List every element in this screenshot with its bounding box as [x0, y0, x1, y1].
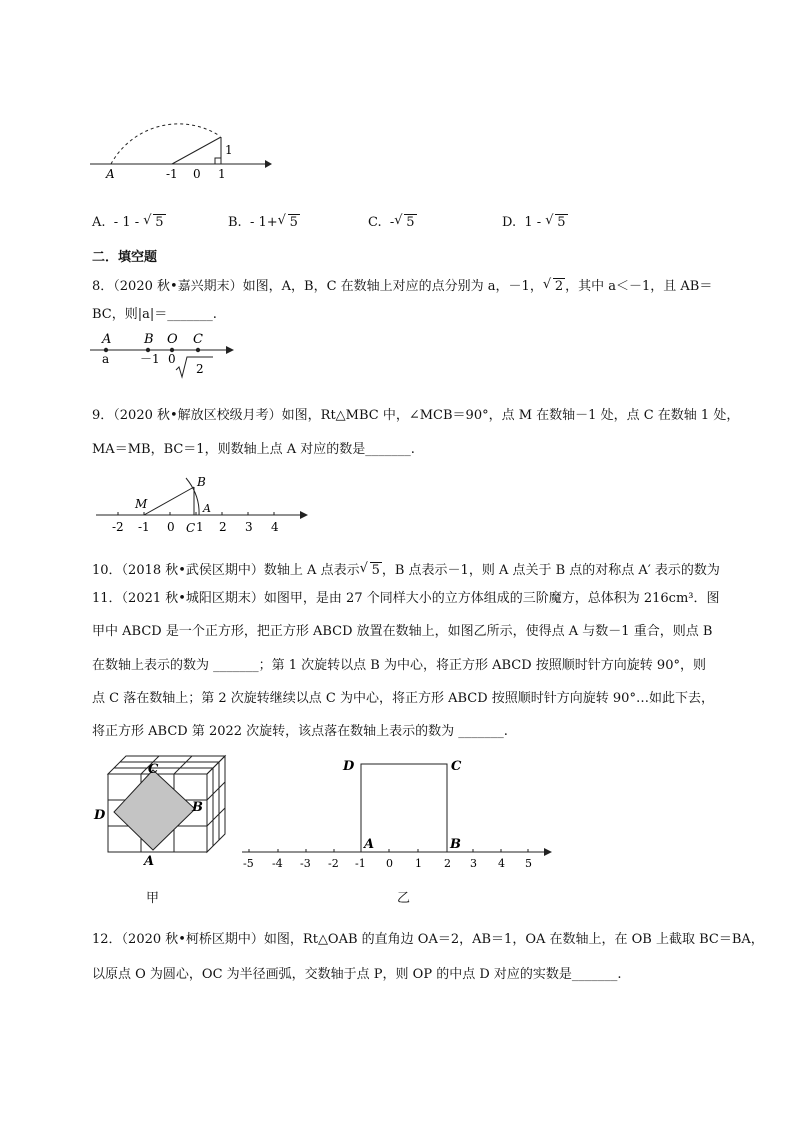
q8-label-minus1: －1: [140, 352, 160, 366]
sqrt-icon: √ 5: [545, 213, 566, 230]
q8-label-a-value: a: [102, 352, 110, 366]
q8-label-c: C: [193, 332, 203, 347]
q9-mb-line: [144, 487, 194, 515]
q12-line1: 12．（2020 秋•柯桥区期中）如图，Rt△OAB 的直角边 OA＝2，AB＝1，OA 在数轴上，在 OB 上截取 BC＝BA，: [92, 932, 764, 947]
q9-tick-label: -2: [112, 520, 124, 534]
cube-label-b: B: [192, 800, 203, 815]
yi-tick-label: -2: [328, 857, 339, 870]
q11-line3: 在数轴上表示的数为 _______；第 1 次旋转以点 B 为中心，将正方形 ABCD 按照顺时针方向旋转 90°，则: [92, 658, 706, 673]
yi-tick-label: 1: [415, 857, 422, 870]
sqrt-icon: √ 5: [359, 561, 380, 578]
yi-tick-label: -3: [300, 857, 311, 870]
q9-tick-label: 4: [271, 520, 279, 534]
cube-label-a: A: [144, 854, 155, 869]
q8-number-line-figure: [88, 330, 248, 380]
q7-option-b[interactable]: B. - 1+ √ 5: [228, 213, 298, 230]
q12-line2: 以原点 O 为圆心，OC 为半径画弧，交数轴于点 P，则 OP 的中点 D 对应的实数是_______.: [92, 967, 622, 982]
q8-label-o: O: [167, 332, 178, 347]
q9-tick-label: -1: [138, 520, 150, 534]
q7-number-line-figure: [80, 70, 280, 185]
yi-label-a: A: [364, 837, 375, 852]
yi-axis-arrow: [544, 848, 552, 856]
square-abcd: [114, 770, 195, 850]
q7-axis-arrow: [265, 160, 272, 168]
yi-tick-label: -4: [272, 857, 283, 870]
q8-line1: 8．（2020 秋•嘉兴期末）如图，A，B，C 在数轴上对应的点分别为 a，－1， √ 2 ，其中 a＜－1，且 AB＝: [92, 277, 713, 294]
q11-square-number-line-figure: [232, 750, 562, 875]
q9-line1: 9．（2020 秋•解放区校级月考）如图，Rt△MBC 中，∠MCB＝90°，点 M 在数轴－1 处，点 C 在数轴 1 处，: [92, 408, 740, 423]
sqrt-icon: [176, 357, 213, 377]
q8-line2: BC，则|a|＝_______.: [92, 307, 217, 322]
cube-label-c: C: [148, 762, 159, 777]
q8-label-sqrt2: 2: [196, 362, 204, 376]
yi-label-b: B: [450, 837, 461, 852]
q11-line5: 将正方形 ABCD 第 2022 次旋转，该点落在数轴上表示的数为 _______.: [92, 724, 508, 739]
q7-option-d[interactable]: D. 1 - √ 5: [502, 213, 566, 230]
q7-dashed-arc: [111, 124, 220, 164]
q7-label-neg1: -1: [166, 167, 178, 181]
sqrt-icon: √ 5: [143, 213, 164, 230]
q7-label-0: 0: [193, 167, 201, 181]
yi-tick-label: 3: [470, 857, 477, 870]
fig-jia-caption: 甲: [146, 891, 160, 906]
q9-line2: MA＝MB，BC＝1，则数轴上点 A 对应的数是_______.: [92, 442, 415, 457]
yi-tick-label: 0: [386, 857, 393, 870]
sqrt-icon: √ 2: [542, 277, 564, 294]
q9-label-b: B: [197, 475, 206, 489]
q9-label-a: A: [203, 502, 211, 515]
q9-tick-label: 2: [219, 520, 227, 534]
yi-tick-label: -1: [355, 857, 366, 870]
yi-label-d: D: [343, 759, 355, 774]
q9-tick-label: 1: [196, 520, 204, 534]
q8-point-c: [196, 348, 200, 352]
q8-label-b: B: [144, 332, 154, 347]
q11-line4: 点 C 落在数轴上；第 2 次旋转继续以点 C 为中心，将正方形 ABCD 按照顺时针方向旋转 90°…如此下去，: [92, 691, 714, 706]
q9-axis-arrow: [300, 511, 308, 519]
q7-option-a[interactable]: A. - 1 - √ 5: [92, 213, 164, 230]
q9-tick-label: 3: [245, 520, 253, 534]
cube-label-d: D: [94, 808, 106, 823]
yi-tick-labels: [243, 857, 532, 870]
q7-right-angle: [215, 158, 221, 164]
yi-tick-label: 2: [444, 857, 451, 870]
yi-tick-label: 4: [498, 857, 505, 870]
q7-label-1: 1: [218, 167, 226, 181]
q7-label-a: A: [106, 167, 115, 181]
sqrt-icon: √ 5: [394, 213, 415, 230]
q11-line1: 11．（2021 秋•城阳区期末）如图甲，是由 27 个同样大小的立方体组成的三阶魔方，总体积为 216cm³．图: [92, 591, 720, 606]
q8-axis-arrow: [226, 346, 234, 354]
q11-line2: 甲中 ABCD 是一个正方形，把正方形 ABCD 放置在数轴上，如图乙所示，使得点 A 与数－1 重合，则点 B: [92, 624, 713, 639]
q8-label-a: A: [102, 332, 112, 347]
q9-tick-label: 0: [167, 520, 175, 534]
q8-label-0: 0: [168, 352, 176, 366]
q7-option-c[interactable]: C. - √ 5: [368, 213, 415, 230]
q7-hypotenuse: [172, 137, 221, 164]
q9-label-m: M: [135, 497, 148, 511]
q7-label-side: 1: [225, 143, 233, 157]
q9-label-c: C: [186, 521, 196, 535]
q10-line: 10．（2018 秋•武侯区期中）数轴上 A 点表示 √ 5 ，B 点表示－1，则 A 点关于 B 点的对称点 A′ 表示的数为: [92, 561, 720, 578]
fig-yi-caption: 乙: [397, 891, 411, 906]
section-title: 二．填空题: [92, 250, 158, 265]
q11-cube-figure: [90, 752, 240, 872]
sqrt-icon: √ 5: [277, 213, 298, 230]
q9-number-line-figure: [90, 470, 320, 535]
yi-tick-label: 5: [525, 857, 532, 870]
yi-label-c: C: [451, 759, 462, 774]
yi-tick-label: -5: [243, 857, 254, 870]
